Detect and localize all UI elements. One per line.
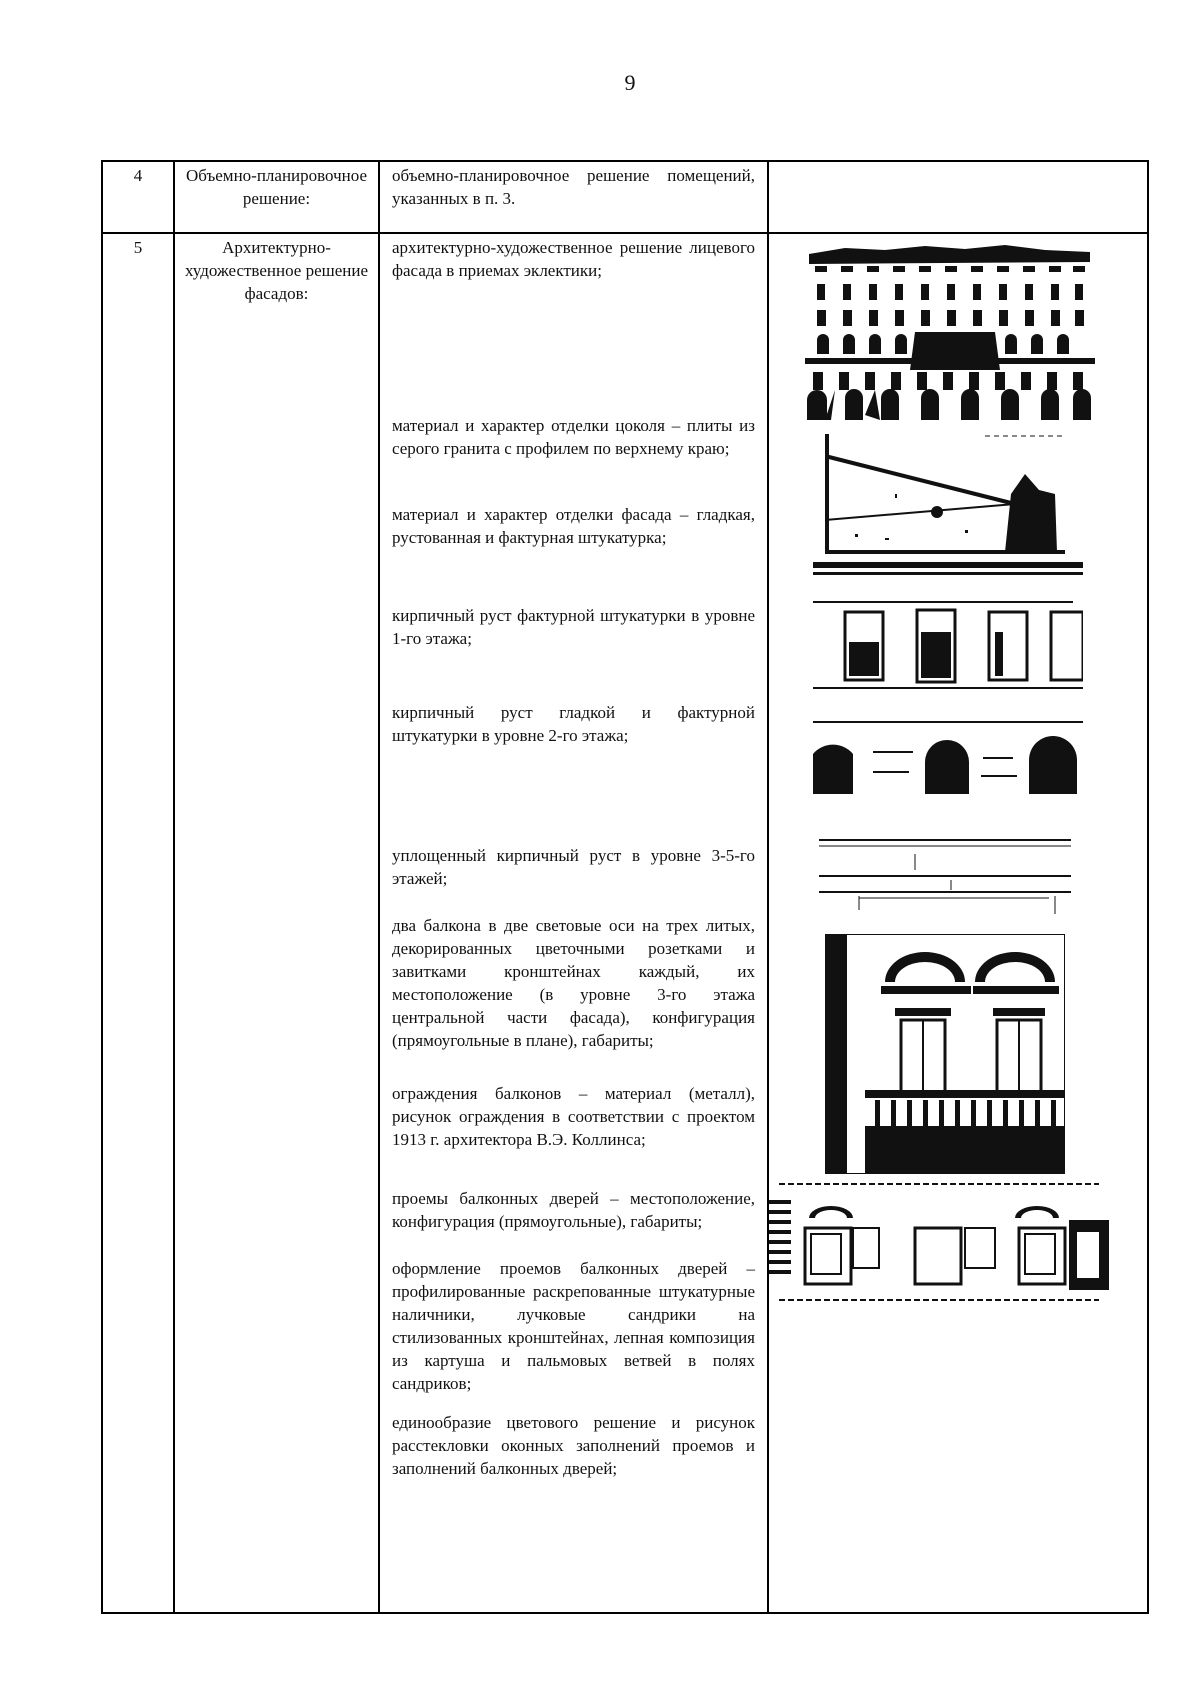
description-paragraph: материал и характер отделки цоколя – плиты из серого гранита с профилем по верхнему краю; (392, 416, 755, 458)
description-paragraph: два балкона в две световые оси на трех литых, декорированных цветочными розетками и завитками кронштейнах каждый, их местоположение (в уровне 3-го этажа центральной части фасада), конфигурация (прямоугольные в плане), габариты; (392, 916, 755, 1050)
row-image-cell (768, 233, 1148, 1613)
rustication-photo (813, 562, 1083, 794)
row-name: Объемно-планировочное решение: (185, 166, 368, 208)
heritage-table (101, 160, 1149, 1614)
row-description-cell (379, 233, 768, 1613)
plinth-photo (825, 434, 1075, 554)
page-number: 9 (624, 70, 636, 95)
facade-photo (805, 240, 1095, 420)
row-name: Архитектурно-художественное решение фасадов: (184, 238, 369, 303)
row-number-cell (102, 233, 174, 1613)
row-number: 4 (133, 166, 143, 185)
row-number-cell (102, 161, 174, 233)
description-paragraph: оформление проемов балконных дверей – профилированные раскрепованные штукатурные наличники, лучковые сандрики на стилизованных кронштейнах, лепная композиция из картуша и пальмовых ветвей в полях сандриков; (392, 1259, 755, 1393)
description-paragraph: кирпичный руст гладкой и фактурной штукатурки в уровне 2-го этажа; (392, 703, 755, 745)
table-row (102, 161, 1148, 233)
description-paragraph: архитектурно-художественное решение лицевого фасада в приемах эклектики; (392, 238, 755, 280)
description-paragraph: ограждения балконов – материал (металл), рисунок ограждения в соответствии с проектом 1913 г. архитектора В.Э. Коллинса; (392, 1084, 755, 1149)
row-description-cell (379, 161, 768, 233)
row-name-cell (174, 233, 379, 1613)
row-description: объемно-планировочное решение помещений, указанных в п. 3. (392, 166, 755, 208)
balcony-photo (825, 934, 1065, 1174)
description-paragraph: уплощенный кирпичный руст в уровне 3-5-го этажей; (392, 846, 755, 888)
description-paragraph: единообразие цветового решение и рисунок расстекловки оконных заполнений проемов и заполнений балконных дверей; (392, 1413, 755, 1478)
row-number: 5 (133, 238, 143, 257)
description-paragraph: материал и характер отделки фасада – гладкая, рустованная и фактурная штукатурка; (392, 505, 755, 547)
table-row (102, 233, 1148, 1613)
description-paragraph: проемы балконных дверей – местоположение, конфигурация (прямоугольные), габариты; (392, 1189, 755, 1231)
upper-rustication-photo (819, 834, 1071, 924)
window-surround-photo (769, 1180, 1109, 1308)
row-image-cell (768, 161, 1148, 233)
row-name-cell (174, 161, 379, 233)
description-paragraph: кирпичный руст фактурной штукатурки в уровне 1-го этажа; (392, 606, 755, 648)
